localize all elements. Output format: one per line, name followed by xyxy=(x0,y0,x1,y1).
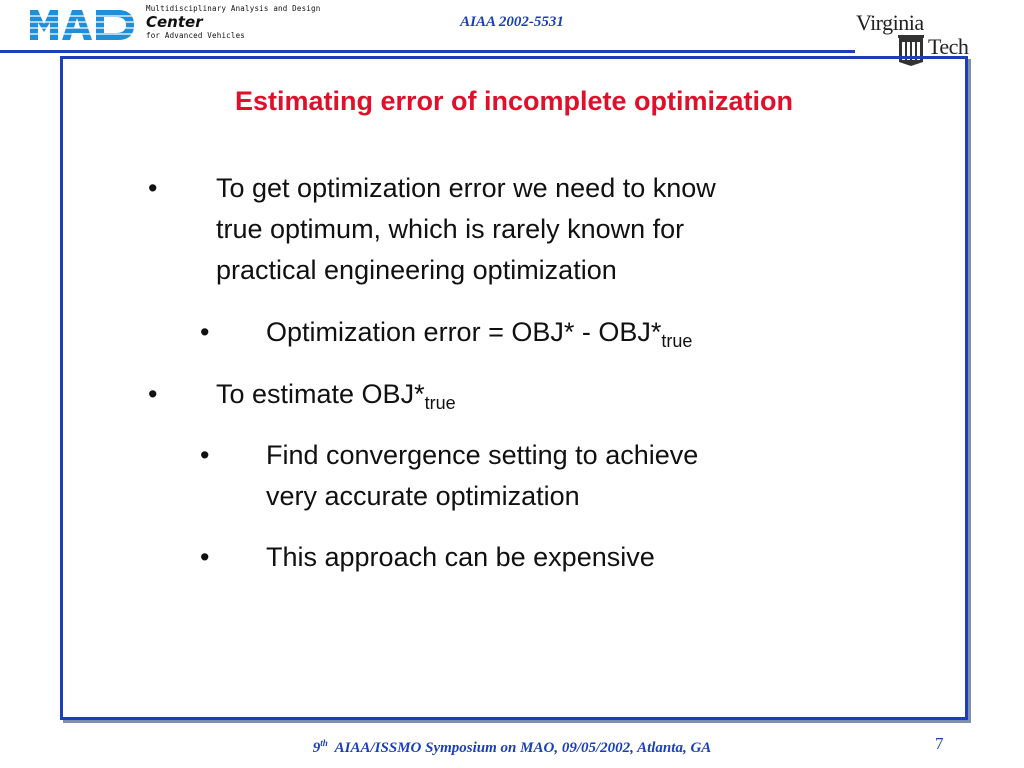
bullet-dot: • xyxy=(200,542,210,572)
subscript-true: true xyxy=(424,393,456,413)
header-divider xyxy=(0,50,855,53)
vt-word-tech: Tech xyxy=(928,34,969,59)
bullet-4-line-2: very accurate optimization xyxy=(266,481,580,511)
estimate-text: To estimate OBJ* xyxy=(216,379,425,409)
bullet-1-line-3: practical engineering optimization xyxy=(216,255,617,285)
bullet-3-text xyxy=(216,374,456,415)
optimization-error-formula: Optimization error = OBJ* - OBJ* xyxy=(266,317,662,347)
bullet-1-line-1: To get optimization error we need to know xyxy=(216,173,716,203)
bullet-dot: • xyxy=(148,379,158,409)
vt-word-virginia: Virginia xyxy=(856,10,924,35)
footer-citation xyxy=(0,740,1024,757)
bullet-2-text xyxy=(266,312,692,353)
mad-line2: Center xyxy=(146,13,203,31)
subscript-true: true xyxy=(661,331,693,351)
slide-title: Estimating error of incomplete optimization xyxy=(234,86,794,116)
footer-text: AIAA/ISSMO Symposium on MAO, 09/05/2002, Atlanta, GA xyxy=(334,740,712,756)
bullet-dot: • xyxy=(200,440,210,470)
bullet-1-line-2: true optimum, which is rarely known for xyxy=(216,214,685,244)
bullet-5-text: This approach can be expensive xyxy=(266,542,655,572)
document-id: AIAA 2002-5531 xyxy=(460,14,564,30)
page-number: 7 xyxy=(935,734,944,753)
mad-line3: for Advanced Vehicles xyxy=(146,31,246,40)
mad-line1: Multidisciplinary Analysis and Design xyxy=(146,4,321,13)
bullet-dot: • xyxy=(148,173,158,203)
content-frame xyxy=(60,56,968,720)
bullet-4-line-1: Find convergence setting to achieve xyxy=(266,440,699,470)
bullet-dot: • xyxy=(200,317,210,347)
footer-ordinal-suffix: th xyxy=(320,738,328,748)
footer-ordinal: 9 xyxy=(312,740,321,756)
